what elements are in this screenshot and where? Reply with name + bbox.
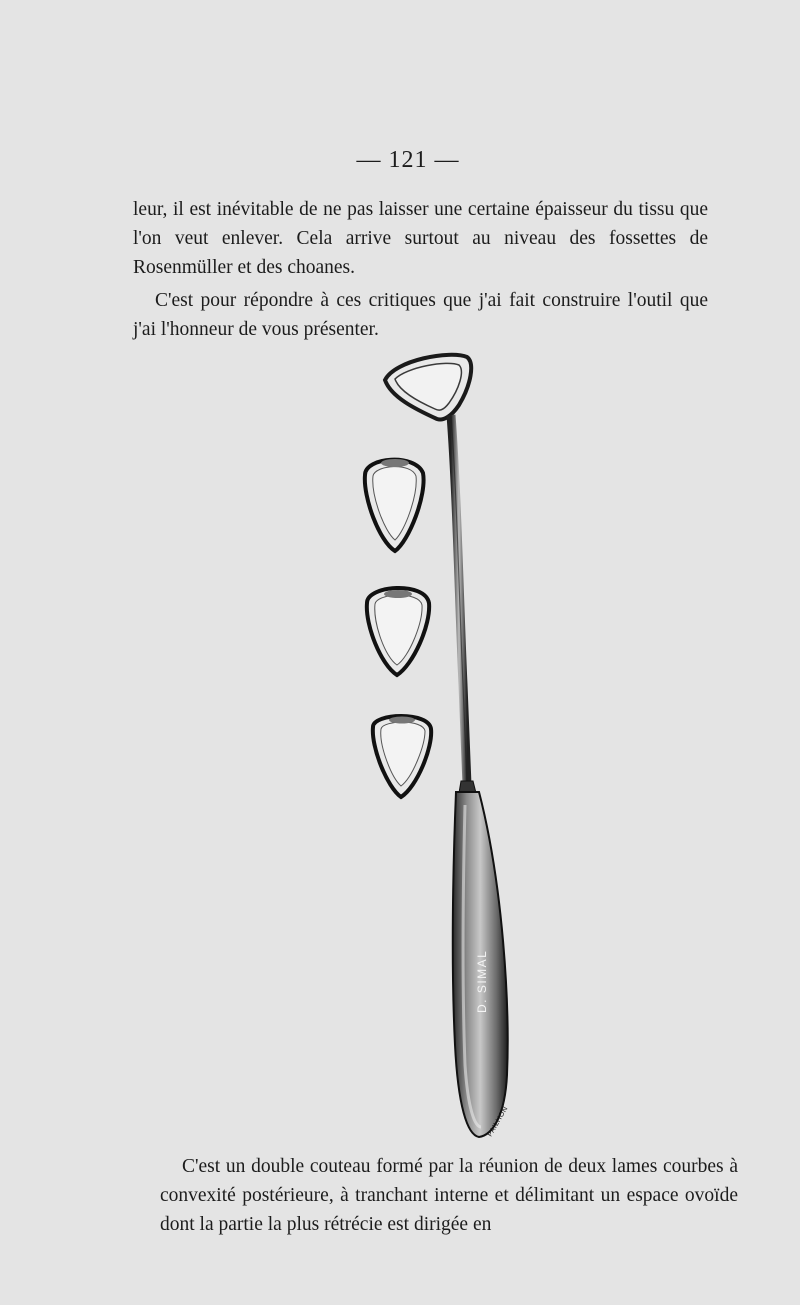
handle-inscription: D. SIMAL: [475, 949, 489, 1013]
paragraph-1: [133, 195, 708, 282]
curette-drawing: [355, 345, 535, 1145]
paragraph-1-line-2: tissu que l'on veut enlever. Cela arrive surtout au niveau des: [133, 199, 709, 249]
engraver-mark: PAILHON: [486, 1105, 510, 1138]
paragraph-3-line-2: courbes à convexité postérieure, à tranchant interne et délimitant: [160, 1156, 738, 1206]
page-number: — 121 —: [356, 147, 460, 173]
paragraph-2-line-2: que j'ai l'honneur de vous présenter.: [133, 290, 708, 340]
blade-head: [385, 355, 471, 420]
top-text-block: [133, 195, 708, 344]
paragraph-3-line-3: un espace ovoïde dont la partie la plus rétrécie est dirigée en: [160, 1185, 739, 1235]
paragraph-2: [133, 286, 708, 344]
cross-section-3: [373, 716, 431, 797]
bottom-text-block: [160, 1152, 738, 1239]
cross-section-1: [365, 459, 424, 551]
surgical-curette-illustration: [355, 345, 535, 1145]
paragraph-2-line-1: C'est pour répondre à ces critiques que j'ai fait construire l'outil: [155, 290, 673, 311]
paragraph-1-line-3: fossettes de Rosenmüller et des choanes.: [133, 228, 708, 278]
paragraph-3-line-1: C'est un double couteau formé par la réunion de deux lames: [182, 1156, 658, 1177]
paragraph-3: [160, 1152, 738, 1239]
paragraph-1-line-1: leur, il est inévitable de ne pas laisser une certaine épaisseur du: [133, 199, 633, 220]
cross-section-2: [367, 588, 429, 675]
